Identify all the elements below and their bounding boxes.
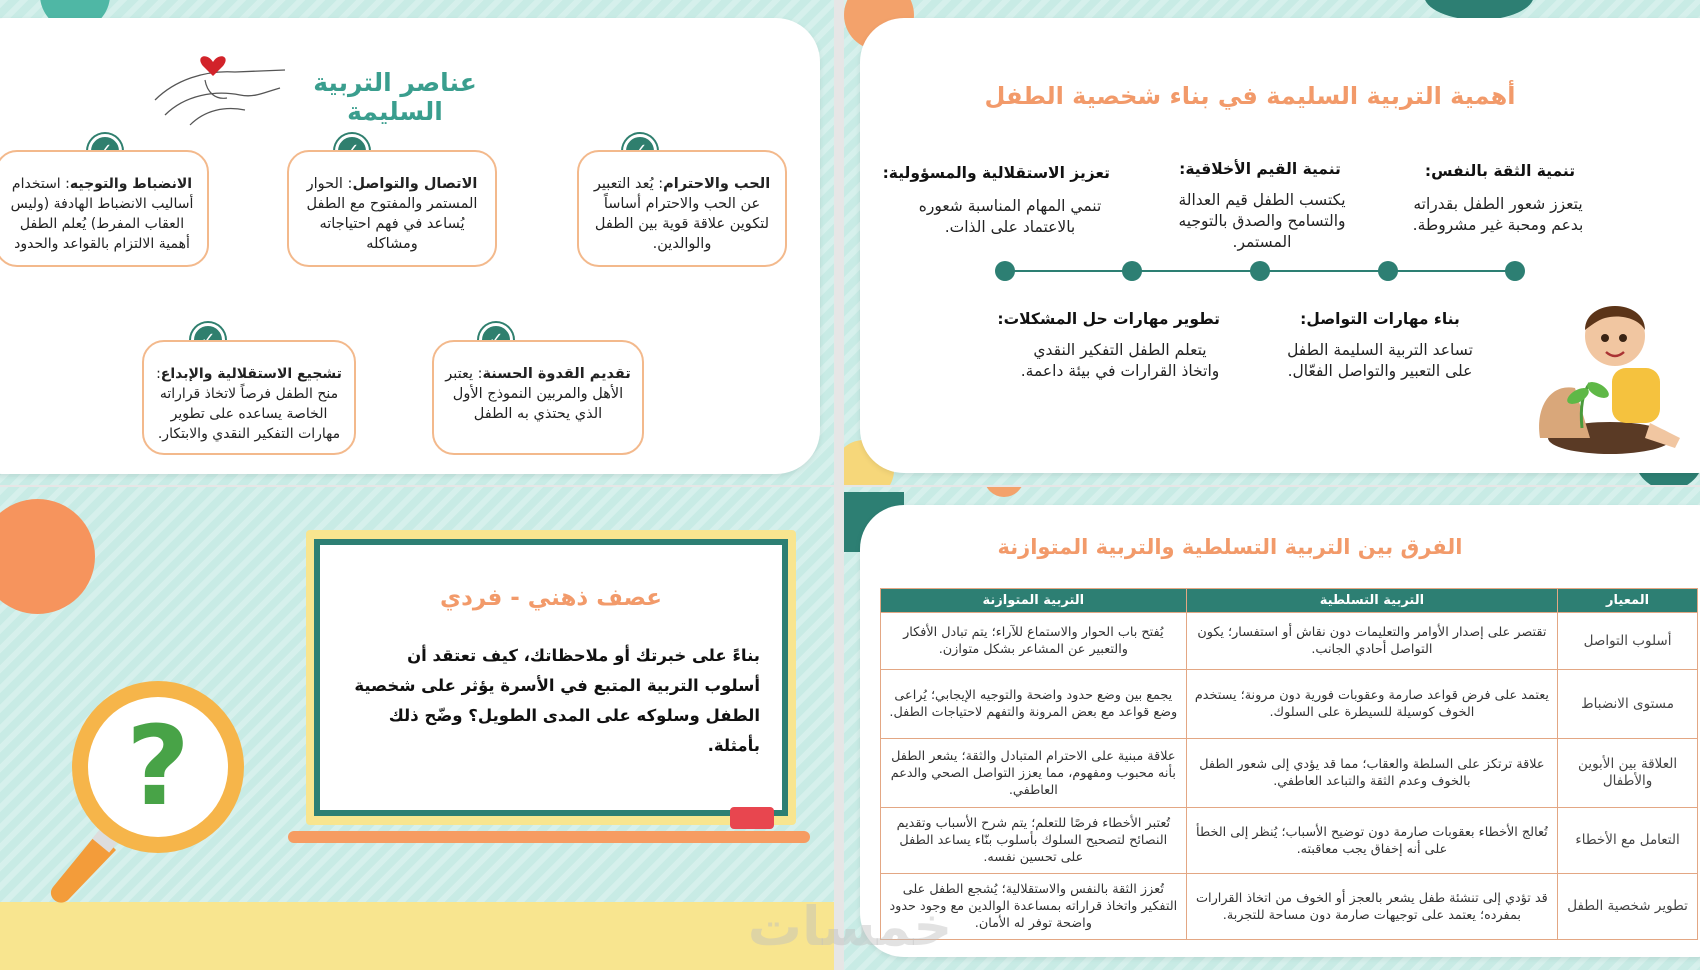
table-row <box>881 739 1698 808</box>
table-cell: تقتصر على إصدار الأوامر والتعليمات دون نقاش أو استفسار؛ يكون التواصل أحادي الجانب. <box>1186 613 1558 670</box>
comparison-table <box>880 588 1698 940</box>
slide-title: أهمية التربية السليمة في بناء شخصية الطفل <box>984 82 1516 110</box>
magnifier-illustration <box>38 672 268 912</box>
element-box-love <box>577 150 787 267</box>
element-head: الحب والاحترام <box>663 176 771 192</box>
element-body: : استخدام أساليب الانضباط الهادفة (وليس العقاب المفرط) يُعلم الطفل أهمية الالتزام بالقواعد والحدود <box>10 176 194 252</box>
milestone-head: بناء مهارات التواصل: <box>1300 310 1460 328</box>
table-cell: أسلوب التواصل <box>1558 613 1698 670</box>
table-header-row <box>881 589 1698 613</box>
question-mark-icon: ? <box>126 702 190 830</box>
element-body: : منح الطفل فرصاً لاتخاذ قراراته الخاصة يساعده على تطوير مهارات التفكير النقدي والابتكار. <box>156 366 341 442</box>
timeline-dot <box>1505 261 1525 281</box>
element-head: الاتصال والتواصل <box>352 176 478 192</box>
element-body: : يُعد التعبير عن الحب والاحترام أساساً لتكوين علاقة قوية بين الطفل والوالدين. <box>593 176 770 252</box>
slide-elements <box>0 0 834 485</box>
slide-title: الفرق بين التربية التسلطية والتربية المتوازنة <box>997 535 1463 559</box>
table-cell: يعتمد على فرض قواعد صارمة وعقوبات فورية دون مرونة؛ يستخدم الخوف كوسيلة للسيطرة على السلوك. <box>1186 670 1558 739</box>
element-head: الانضباط والتوجيه <box>69 176 193 192</box>
timeline-dot <box>1122 261 1142 281</box>
element-box-communication <box>287 150 497 267</box>
eraser-icon <box>730 807 774 829</box>
slide-brainstorm <box>0 487 834 970</box>
orange-blob-decor <box>984 487 1024 497</box>
milestone-head: تنمية القيم الأخلاقية: <box>1179 160 1341 178</box>
table-cell: تُعالج الأخطاء بعقوبات صارمة دون توضيح الأسباب؛ يُنظر إلى الخطأ على أنه إخفاق يجب معاقبته. <box>1186 808 1558 874</box>
slide-importance <box>844 0 1700 485</box>
milestone-body: تساعد التربية السليمة الطفل على التعبير والتواصل الفعّال. <box>1287 341 1473 380</box>
element-box-discipline <box>0 150 209 267</box>
teal-blob-decor <box>1424 0 1534 20</box>
table-cell: علاقة مبنية على الاحترام المتبادل والثقة؛ يشعر الطفل بأنه محبوب ومفهوم، مما يعزز التواصل الصحي والدعم العاطفي. <box>881 739 1187 808</box>
col-header-balanced: التربية المتوازنة <box>881 589 1187 613</box>
table-cell: تُعزز الثقة بالنفس والاستقلالية؛ يُشجع الطفل على التفكير واتخاذ قراراته بمساعدة الوالدين مع وجود حدود واضحة توفر له الأمان. <box>881 874 1187 940</box>
milestone-body: يتعلم الطفل التفكير النقدي واتخاذ القرارات في بيئة داعمة. <box>1020 341 1220 380</box>
table-row <box>881 874 1698 940</box>
slide-title: عناصر التربية السليمة <box>313 68 477 126</box>
table-cell: العلاقة بين الأبوين والأطفال <box>1558 739 1698 808</box>
divider-horizontal <box>0 485 1700 487</box>
table-row <box>881 808 1698 874</box>
element-body: : الحوار المستمر والمفتوح مع الطفل يُساعد في فهم احتياجاته ومشاكله <box>306 176 478 252</box>
element-box-independence <box>142 340 356 455</box>
milestone-body: تنمي المهام المناسبة شعوره بالاعتماد على الذات. <box>918 197 1102 236</box>
board <box>314 539 788 816</box>
element-box-role-model <box>432 340 644 455</box>
table-cell: قد تؤدي إلى تنشئة طفل يشعر بالعجز أو الخوف من اتخاذ القرارات بمفرده؛ يعتمد على توجيهات صارمة دون مساحة للتجربة. <box>1186 874 1558 940</box>
table-cell: تُعتبر الأخطاء فرصًا للتعلم؛ يتم شرح الأسباب وتقديم النصائح لتصحيح السلوك بأسلوب بنّاء يساعد الطفل على تحسين نفسه. <box>881 808 1187 874</box>
timeline-dot <box>995 261 1015 281</box>
table-row <box>881 613 1698 670</box>
hands-heart-illustration <box>145 40 295 135</box>
milestone-body: يتعزز شعور الطفل بقدراته بدعم ومحبة غير مشروطة. <box>1412 195 1584 234</box>
table-cell: تطوير شخصية الطفل <box>1558 874 1698 940</box>
table-row <box>881 670 1698 739</box>
element-head: تشجيع الاستقلالية والإبداع <box>160 366 342 382</box>
col-header-criterion: المعيار <box>1558 589 1698 613</box>
milestone-head: تطوير مهارات حل المشكلات: <box>997 310 1220 328</box>
table-cell: يُفتح باب الحوار والاستماع للآراء؛ يتم تبادل الأفكار والتعبير عن المشاعر بشكل متوازن. <box>881 613 1187 670</box>
board-question: بناءً على خبرتك أو ملاحظاتك، كيف تعتقد أن أسلوب التربية المتبع في الأسرة يؤثر على شخصية الطفل وسلوكه على المدى الطويل؟ وضّح ذلك بأمثلة. <box>354 646 760 755</box>
element-body: : يعتبر الأهل والمربين النموذج الأول الذي يحتذي به الطفل <box>445 366 624 422</box>
table-cell: علاقة ترتكز على السلطة والعقاب؛ مما قد يؤدي إلى شعور الطفل بالخوف وعدم الثقة والتباعد العاطفي. <box>1186 739 1558 808</box>
col-header-authoritarian: التربية التسلطية <box>1186 589 1558 613</box>
watermark: خمسات <box>747 895 953 958</box>
floor-strip <box>0 902 834 970</box>
milestone-body: يكتسب الطفل قيم العدالة والتسامح والصدق بالتوجيه المستمر. <box>1178 191 1346 251</box>
table-cell: يجمع بين وضع حدود واضحة والتوجيه الإيجابي؛ يُراعى وضع قواعد مع بعض المرونة والتفهم لاحتياجات الطفل. <box>881 670 1187 739</box>
timeline-dot <box>1378 261 1398 281</box>
milestone-head: تعزيز الاستقلالية والمسؤولية: <box>882 164 1110 182</box>
orange-circle-decor <box>0 499 95 614</box>
board-title: عصف ذهني - فردي <box>440 585 662 611</box>
table-cell: التعامل مع الأخطاء <box>1558 808 1698 874</box>
element-head: تقديم القدوة الحسنة <box>482 366 631 382</box>
slide-card <box>0 18 820 474</box>
slide-card <box>860 505 1700 957</box>
child-planting-illustration <box>1520 288 1690 458</box>
board-tray <box>288 831 810 843</box>
table-cell: مستوى الانضباط <box>1558 670 1698 739</box>
slide-card <box>860 18 1700 473</box>
timeline-dot <box>1250 261 1270 281</box>
slide-comparison <box>844 487 1700 970</box>
milestone-head: تنمية الثقة بالنفس: <box>1424 162 1576 180</box>
